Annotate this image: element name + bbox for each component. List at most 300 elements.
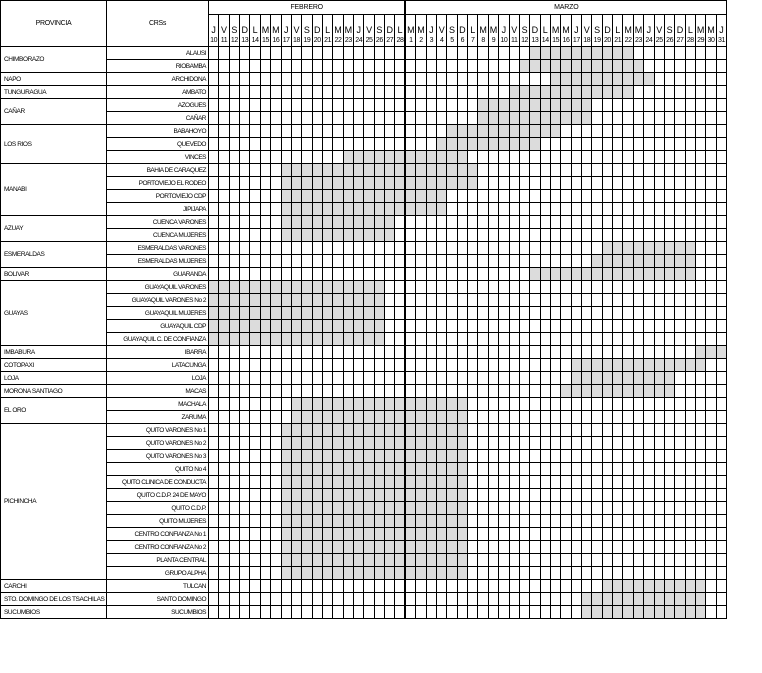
day-cell[interactable]: [457, 567, 467, 580]
day-cell[interactable]: [457, 255, 467, 268]
day-cell[interactable]: [613, 502, 623, 515]
day-cell[interactable]: [395, 229, 405, 242]
day-cell[interactable]: [385, 216, 395, 229]
day-cell[interactable]: [696, 541, 706, 554]
day-cell[interactable]: [322, 203, 332, 216]
day-cell[interactable]: [271, 190, 281, 203]
day-cell[interactable]: [447, 242, 457, 255]
day-cell[interactable]: [488, 294, 498, 307]
day-cell[interactable]: [219, 268, 229, 281]
day-cell[interactable]: [685, 385, 695, 398]
day-cell[interactable]: [468, 151, 478, 164]
day-cell[interactable]: [364, 528, 374, 541]
day-cell[interactable]: [312, 593, 322, 606]
day-cell[interactable]: [426, 138, 436, 151]
day-cell[interactable]: [364, 125, 374, 138]
day-cell[interactable]: [219, 125, 229, 138]
day-cell[interactable]: [395, 190, 405, 203]
day-cell[interactable]: [219, 593, 229, 606]
day-cell[interactable]: [333, 47, 343, 60]
day-cell[interactable]: [623, 229, 633, 242]
day-cell[interactable]: [437, 138, 447, 151]
day-cell[interactable]: [405, 346, 415, 359]
day-cell[interactable]: [354, 112, 364, 125]
day-cell[interactable]: [416, 216, 426, 229]
day-cell[interactable]: [499, 606, 509, 619]
day-cell[interactable]: [592, 463, 602, 476]
day-cell[interactable]: [447, 203, 457, 216]
day-cell[interactable]: [509, 320, 519, 333]
day-cell[interactable]: [664, 346, 674, 359]
day-cell[interactable]: [354, 437, 364, 450]
day-cell[interactable]: [664, 268, 674, 281]
day-cell[interactable]: [312, 281, 322, 294]
day-cell[interactable]: [260, 125, 270, 138]
day-cell[interactable]: [550, 515, 560, 528]
day-cell[interactable]: [354, 242, 364, 255]
day-cell[interactable]: [530, 216, 540, 229]
day-cell[interactable]: [602, 125, 612, 138]
day-cell[interactable]: [613, 424, 623, 437]
day-cell[interactable]: [437, 580, 447, 593]
day-cell[interactable]: [219, 216, 229, 229]
day-cell[interactable]: [509, 307, 519, 320]
day-cell[interactable]: [488, 515, 498, 528]
day-cell[interactable]: [592, 307, 602, 320]
day-cell[interactable]: [374, 86, 384, 99]
day-cell[interactable]: [550, 281, 560, 294]
day-cell[interactable]: [437, 333, 447, 346]
day-cell[interactable]: [644, 580, 654, 593]
day-cell[interactable]: [250, 320, 260, 333]
day-cell[interactable]: [716, 203, 726, 216]
day-cell[interactable]: [623, 580, 633, 593]
day-cell[interactable]: [312, 372, 322, 385]
day-cell[interactable]: [530, 73, 540, 86]
day-cell[interactable]: [509, 424, 519, 437]
day-cell[interactable]: [209, 580, 219, 593]
day-cell[interactable]: [550, 138, 560, 151]
day-cell[interactable]: [488, 346, 498, 359]
day-cell[interactable]: [623, 606, 633, 619]
day-cell[interactable]: [229, 86, 239, 99]
day-cell[interactable]: [416, 99, 426, 112]
day-cell[interactable]: [209, 281, 219, 294]
day-cell[interactable]: [499, 359, 509, 372]
day-cell[interactable]: [405, 73, 415, 86]
day-cell[interactable]: [592, 606, 602, 619]
day-cell[interactable]: [416, 125, 426, 138]
day-cell[interactable]: [209, 515, 219, 528]
day-cell[interactable]: [312, 606, 322, 619]
day-cell[interactable]: [654, 164, 664, 177]
day-cell[interactable]: [592, 190, 602, 203]
day-cell[interactable]: [519, 359, 529, 372]
day-cell[interactable]: [468, 281, 478, 294]
day-cell[interactable]: [333, 359, 343, 372]
day-cell[interactable]: [592, 112, 602, 125]
day-cell[interactable]: [644, 242, 654, 255]
day-cell[interactable]: [478, 255, 488, 268]
day-cell[interactable]: [405, 164, 415, 177]
day-cell[interactable]: [395, 528, 405, 541]
day-cell[interactable]: [416, 138, 426, 151]
day-cell[interactable]: [499, 437, 509, 450]
day-cell[interactable]: [530, 424, 540, 437]
day-cell[interactable]: [385, 177, 395, 190]
day-cell[interactable]: [426, 151, 436, 164]
day-cell[interactable]: [633, 606, 643, 619]
day-cell[interactable]: [664, 541, 674, 554]
day-cell[interactable]: [219, 463, 229, 476]
day-cell[interactable]: [447, 606, 457, 619]
day-cell[interactable]: [613, 476, 623, 489]
day-cell[interactable]: [364, 307, 374, 320]
day-cell[interactable]: [519, 398, 529, 411]
day-cell[interactable]: [395, 437, 405, 450]
day-cell[interactable]: [582, 606, 592, 619]
day-cell[interactable]: [696, 411, 706, 424]
day-cell[interactable]: [644, 333, 654, 346]
day-cell[interactable]: [240, 372, 250, 385]
day-cell[interactable]: [582, 554, 592, 567]
day-cell[interactable]: [478, 60, 488, 73]
day-cell[interactable]: [519, 411, 529, 424]
day-cell[interactable]: [633, 385, 643, 398]
day-cell[interactable]: [416, 47, 426, 60]
day-cell[interactable]: [716, 281, 726, 294]
day-cell[interactable]: [540, 567, 550, 580]
day-cell[interactable]: [478, 125, 488, 138]
day-cell[interactable]: [540, 580, 550, 593]
day-cell[interactable]: [716, 489, 726, 502]
day-cell[interactable]: [302, 86, 312, 99]
day-cell[interactable]: [602, 177, 612, 190]
day-cell[interactable]: [364, 73, 374, 86]
day-cell[interactable]: [281, 398, 291, 411]
day-cell[interactable]: [354, 450, 364, 463]
day-cell[interactable]: [468, 177, 478, 190]
day-cell[interactable]: [426, 164, 436, 177]
day-cell[interactable]: [312, 86, 322, 99]
day-cell[interactable]: [229, 73, 239, 86]
day-cell[interactable]: [592, 177, 602, 190]
day-cell[interactable]: [312, 203, 322, 216]
day-cell[interactable]: [426, 346, 436, 359]
day-cell[interactable]: [333, 242, 343, 255]
day-cell[interactable]: [260, 47, 270, 60]
day-cell[interactable]: [343, 151, 353, 164]
day-cell[interactable]: [664, 73, 674, 86]
day-cell[interactable]: [426, 437, 436, 450]
day-cell[interactable]: [602, 567, 612, 580]
day-cell[interactable]: [374, 385, 384, 398]
day-cell[interactable]: [260, 541, 270, 554]
day-cell[interactable]: [302, 554, 312, 567]
day-cell[interactable]: [696, 502, 706, 515]
day-cell[interactable]: [654, 151, 664, 164]
day-cell[interactable]: [561, 73, 571, 86]
day-cell[interactable]: [437, 99, 447, 112]
day-cell[interactable]: [675, 268, 685, 281]
day-cell[interactable]: [571, 554, 581, 567]
day-cell[interactable]: [302, 411, 312, 424]
day-cell[interactable]: [664, 476, 674, 489]
day-cell[interactable]: [250, 554, 260, 567]
day-cell[interactable]: [229, 450, 239, 463]
day-cell[interactable]: [209, 60, 219, 73]
day-cell[interactable]: [509, 86, 519, 99]
day-cell[interactable]: [291, 242, 301, 255]
day-cell[interactable]: [519, 489, 529, 502]
day-cell[interactable]: [550, 151, 560, 164]
day-cell[interactable]: [468, 567, 478, 580]
day-cell[interactable]: [447, 385, 457, 398]
day-cell[interactable]: [519, 177, 529, 190]
day-cell[interactable]: [519, 515, 529, 528]
day-cell[interactable]: [654, 398, 664, 411]
day-cell[interactable]: [209, 294, 219, 307]
day-cell[interactable]: [675, 255, 685, 268]
day-cell[interactable]: [219, 164, 229, 177]
day-cell[interactable]: [447, 437, 457, 450]
day-cell[interactable]: [240, 593, 250, 606]
day-cell[interactable]: [468, 346, 478, 359]
day-cell[interactable]: [385, 229, 395, 242]
day-cell[interactable]: [519, 606, 529, 619]
day-cell[interactable]: [685, 255, 695, 268]
day-cell[interactable]: [696, 580, 706, 593]
day-cell[interactable]: [623, 281, 633, 294]
day-cell[interactable]: [675, 281, 685, 294]
day-cell[interactable]: [322, 333, 332, 346]
day-cell[interactable]: [385, 554, 395, 567]
day-cell[interactable]: [633, 125, 643, 138]
day-cell[interactable]: [685, 203, 695, 216]
day-cell[interactable]: [478, 593, 488, 606]
day-cell[interactable]: [540, 190, 550, 203]
day-cell[interactable]: [685, 307, 695, 320]
day-cell[interactable]: [478, 580, 488, 593]
day-cell[interactable]: [571, 593, 581, 606]
day-cell[interactable]: [530, 541, 540, 554]
day-cell[interactable]: [716, 112, 726, 125]
day-cell[interactable]: [312, 385, 322, 398]
day-cell[interactable]: [374, 333, 384, 346]
day-cell[interactable]: [571, 580, 581, 593]
day-cell[interactable]: [519, 385, 529, 398]
day-cell[interactable]: [374, 112, 384, 125]
day-cell[interactable]: [478, 359, 488, 372]
day-cell[interactable]: [613, 281, 623, 294]
day-cell[interactable]: [706, 580, 716, 593]
day-cell[interactable]: [447, 281, 457, 294]
day-cell[interactable]: [374, 372, 384, 385]
day-cell[interactable]: [571, 73, 581, 86]
day-cell[interactable]: [499, 541, 509, 554]
day-cell[interactable]: [571, 528, 581, 541]
day-cell[interactable]: [696, 333, 706, 346]
day-cell[interactable]: [364, 346, 374, 359]
day-cell[interactable]: [519, 164, 529, 177]
day-cell[interactable]: [354, 216, 364, 229]
day-cell[interactable]: [644, 307, 654, 320]
day-cell[interactable]: [509, 476, 519, 489]
day-cell[interactable]: [664, 515, 674, 528]
day-cell[interactable]: [385, 151, 395, 164]
day-cell[interactable]: [623, 424, 633, 437]
day-cell[interactable]: [219, 502, 229, 515]
day-cell[interactable]: [312, 463, 322, 476]
day-cell[interactable]: [457, 47, 467, 60]
day-cell[interactable]: [302, 515, 312, 528]
day-cell[interactable]: [374, 450, 384, 463]
day-cell[interactable]: [250, 450, 260, 463]
day-cell[interactable]: [633, 528, 643, 541]
day-cell[interactable]: [354, 99, 364, 112]
day-cell[interactable]: [395, 138, 405, 151]
day-cell[interactable]: [530, 385, 540, 398]
day-cell[interactable]: [478, 242, 488, 255]
day-cell[interactable]: [416, 333, 426, 346]
day-cell[interactable]: [312, 398, 322, 411]
day-cell[interactable]: [488, 99, 498, 112]
day-cell[interactable]: [633, 580, 643, 593]
day-cell[interactable]: [219, 138, 229, 151]
day-cell[interactable]: [561, 86, 571, 99]
day-cell[interactable]: [229, 515, 239, 528]
day-cell[interactable]: [219, 528, 229, 541]
day-cell[interactable]: [582, 151, 592, 164]
day-cell[interactable]: [499, 593, 509, 606]
day-cell[interactable]: [271, 437, 281, 450]
day-cell[interactable]: [675, 502, 685, 515]
day-cell[interactable]: [260, 60, 270, 73]
day-cell[interactable]: [706, 437, 716, 450]
day-cell[interactable]: [457, 372, 467, 385]
day-cell[interactable]: [561, 528, 571, 541]
day-cell[interactable]: [644, 216, 654, 229]
day-cell[interactable]: [468, 424, 478, 437]
day-cell[interactable]: [354, 177, 364, 190]
day-cell[interactable]: [302, 593, 312, 606]
day-cell[interactable]: [302, 437, 312, 450]
day-cell[interactable]: [644, 606, 654, 619]
day-cell[interactable]: [706, 398, 716, 411]
day-cell[interactable]: [416, 268, 426, 281]
day-cell[interactable]: [385, 580, 395, 593]
day-cell[interactable]: [582, 268, 592, 281]
day-cell[interactable]: [333, 177, 343, 190]
day-cell[interactable]: [333, 502, 343, 515]
day-cell[interactable]: [447, 216, 457, 229]
day-cell[interactable]: [271, 151, 281, 164]
day-cell[interactable]: [343, 190, 353, 203]
day-cell[interactable]: [457, 411, 467, 424]
day-cell[interactable]: [706, 606, 716, 619]
day-cell[interactable]: [302, 164, 312, 177]
day-cell[interactable]: [333, 125, 343, 138]
day-cell[interactable]: [302, 528, 312, 541]
day-cell[interactable]: [654, 385, 664, 398]
day-cell[interactable]: [229, 216, 239, 229]
day-cell[interactable]: [582, 255, 592, 268]
day-cell[interactable]: [716, 242, 726, 255]
day-cell[interactable]: [343, 320, 353, 333]
day-cell[interactable]: [685, 151, 695, 164]
day-cell[interactable]: [509, 333, 519, 346]
day-cell[interactable]: [364, 437, 374, 450]
day-cell[interactable]: [240, 450, 250, 463]
day-cell[interactable]: [509, 554, 519, 567]
day-cell[interactable]: [385, 203, 395, 216]
day-cell[interactable]: [664, 229, 674, 242]
day-cell[interactable]: [437, 424, 447, 437]
day-cell[interactable]: [478, 346, 488, 359]
day-cell[interactable]: [271, 593, 281, 606]
day-cell[interactable]: [229, 307, 239, 320]
day-cell[interactable]: [571, 86, 581, 99]
day-cell[interactable]: [499, 424, 509, 437]
day-cell[interactable]: [291, 60, 301, 73]
day-cell[interactable]: [582, 229, 592, 242]
day-cell[interactable]: [281, 229, 291, 242]
day-cell[interactable]: [240, 333, 250, 346]
day-cell[interactable]: [209, 528, 219, 541]
day-cell[interactable]: [291, 47, 301, 60]
day-cell[interactable]: [395, 268, 405, 281]
day-cell[interactable]: [550, 190, 560, 203]
day-cell[interactable]: [550, 242, 560, 255]
day-cell[interactable]: [260, 242, 270, 255]
day-cell[interactable]: [478, 86, 488, 99]
day-cell[interactable]: [271, 554, 281, 567]
day-cell[interactable]: [706, 489, 716, 502]
day-cell[interactable]: [271, 515, 281, 528]
day-cell[interactable]: [240, 86, 250, 99]
day-cell[interactable]: [229, 385, 239, 398]
day-cell[interactable]: [478, 541, 488, 554]
day-cell[interactable]: [509, 593, 519, 606]
day-cell[interactable]: [374, 125, 384, 138]
day-cell[interactable]: [343, 73, 353, 86]
day-cell[interactable]: [499, 398, 509, 411]
day-cell[interactable]: [602, 359, 612, 372]
day-cell[interactable]: [302, 541, 312, 554]
day-cell[interactable]: [488, 255, 498, 268]
day-cell[interactable]: [716, 385, 726, 398]
day-cell[interactable]: [602, 294, 612, 307]
day-cell[interactable]: [519, 216, 529, 229]
day-cell[interactable]: [530, 346, 540, 359]
day-cell[interactable]: [644, 372, 654, 385]
day-cell[interactable]: [333, 515, 343, 528]
day-cell[interactable]: [240, 385, 250, 398]
day-cell[interactable]: [395, 385, 405, 398]
day-cell[interactable]: [416, 411, 426, 424]
day-cell[interactable]: [260, 424, 270, 437]
day-cell[interactable]: [582, 411, 592, 424]
day-cell[interactable]: [209, 346, 219, 359]
day-cell[interactable]: [592, 411, 602, 424]
day-cell[interactable]: [209, 359, 219, 372]
day-cell[interactable]: [571, 229, 581, 242]
day-cell[interactable]: [405, 359, 415, 372]
day-cell[interactable]: [488, 125, 498, 138]
day-cell[interactable]: [519, 86, 529, 99]
day-cell[interactable]: [613, 307, 623, 320]
day-cell[interactable]: [291, 125, 301, 138]
